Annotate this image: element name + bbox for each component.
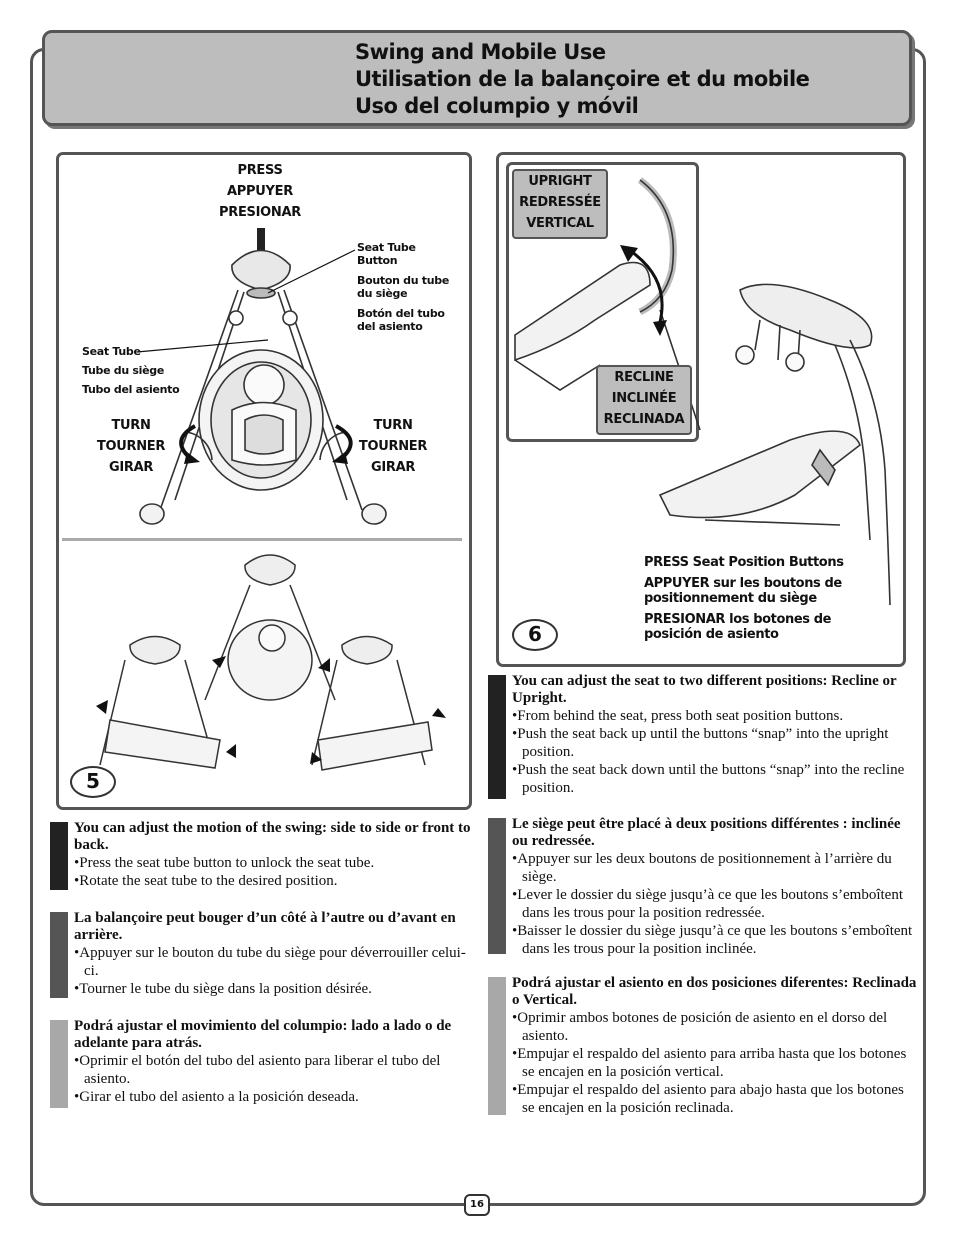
seat-tube-label-fr: Tube du siège (82, 364, 165, 377)
page-number: 16 (464, 1194, 490, 1216)
press-seat-position-es: PRESIONAR los botones de posición de asiento (644, 612, 832, 642)
turn-label-left-es: GIRAR (108, 460, 154, 475)
press-seat-position-label (644, 555, 884, 648)
instructions-title: Le siège peut être placé à deux positions différentes : inclinée ou redressée. (512, 816, 901, 849)
instructions-es-left (50, 1018, 472, 1106)
title-english: Swing and Mobile Use (355, 40, 606, 64)
recline-tag-es: RECLINADA (603, 412, 685, 427)
language-bar-fr (488, 818, 506, 954)
instruction-item: • Oprimir el botón del tubo del asiento para liberar el tubo del asiento. (74, 1052, 472, 1088)
instruction-item: • Appuyer sur le bouton du tube du siège pour déverrouiller celui-ci. (74, 944, 472, 980)
upright-tag (512, 169, 608, 239)
instruction-item: • Empujar el respaldo del asiento para abajo hasta que los botones se encajen en la posición reclinada. (512, 1081, 918, 1117)
turn-label-left-en: TURN (111, 418, 151, 433)
recline-tag (596, 365, 692, 435)
press-label-en: PRESS (237, 163, 283, 178)
turn-label-right-en: TURN (373, 418, 413, 433)
press-seat-position-fr: APPUYER sur les boutons de positionnement du siège (644, 576, 842, 606)
upright-tag-es: VERTICAL (526, 216, 594, 231)
press-label-fr: APPUYER (227, 184, 293, 199)
instructions-title: You can adjust the motion of the swing: side to side or front to back. (74, 820, 471, 853)
language-bar-es (50, 1020, 68, 1108)
instruction-item: • Rotate the seat tube to the desired position. (74, 872, 472, 890)
upright-tag-en: UPRIGHT (528, 174, 592, 189)
instruction-item: • Push the seat back up until the buttons “snap” into the upright position. (512, 725, 918, 761)
seat-tube-label-es: Tubo del asiento (82, 383, 180, 396)
instruction-item: • From behind the seat, press both seat position buttons. (512, 707, 918, 725)
seat-tube-button-label (357, 241, 457, 333)
turn-label-right (348, 415, 438, 478)
turn-label-left-fr: TOURNER (96, 439, 166, 454)
press-seat-position-en: PRESS Seat Position Buttons (644, 555, 844, 570)
title-french: Utilisation de la balançoire et du mobile (355, 67, 810, 91)
instructions-es-right (488, 975, 918, 1117)
seat-tube-label (82, 345, 182, 396)
seat-tube-button-label-es: Botón del tubo del asiento (357, 307, 445, 333)
instruction-item: • Press the seat tube button to unlock the seat tube. (74, 854, 472, 872)
seat-tube-label-en: Seat Tube (82, 345, 141, 358)
press-label (210, 160, 310, 223)
instructions-title: Podrá ajustar el asiento en dos posiciones diferentes: Reclinada o Vertical. (512, 975, 917, 1008)
instruction-item: • Push the seat back down until the buttons “snap” into the recline position. (512, 761, 918, 797)
language-bar-en (50, 822, 68, 890)
language-bar-fr (50, 912, 68, 998)
turn-label-left (86, 415, 176, 478)
turn-label-right-fr: TOURNER (358, 439, 428, 454)
seat-tube-button-label-fr: Bouton du tube du siège (357, 274, 450, 300)
instruction-item: • Girar el tubo del asiento a la posición deseada. (74, 1088, 472, 1106)
swing-motion-illustrations (100, 555, 432, 770)
upright-tag-fr: REDRESSÉE (519, 195, 601, 210)
turn-label-right-es: GIRAR (370, 460, 416, 475)
instruction-item: • Tourner le tube du siège dans la position désirée. (74, 980, 472, 998)
instructions-en-left (50, 820, 472, 890)
step-5-number: 5 (70, 766, 116, 798)
instructions-fr-right (488, 816, 918, 958)
press-label-es: PRESIONAR (219, 205, 301, 220)
instructions-fr-left (50, 910, 472, 998)
instructions-title: You can adjust the seat to two different positions: Recline or Upright. (512, 673, 897, 706)
instruction-item: • Lever le dossier du siège jusqu’à ce que les boutons s’emboîtent dans les trous pour la position redressée. (512, 886, 918, 922)
seat-tube-button-label-en: Seat Tube Button (357, 241, 416, 267)
instruction-item: • Empujar el respaldo del asiento para arriba hasta que los botones se encajen en la posición vertical. (512, 1045, 918, 1081)
instructions-title: La balançoire peut bouger d’un côté à l’autre ou d’avant en arrière. (74, 910, 456, 943)
instruction-item: • Appuyer sur les deux boutons de positionnement à l’arrière du siège. (512, 850, 918, 886)
title-spanish: Uso del columpio y móvil (355, 94, 639, 118)
language-bar-en (488, 675, 506, 799)
recline-tag-en: RECLINE (614, 370, 674, 385)
recline-tag-fr: INCLINÉE (611, 391, 677, 406)
instructions-en-right (488, 673, 918, 797)
instruction-item: • Baisser le dossier du siège jusqu’à ce que les boutons s’emboîtent dans les trous pour la position inclinée. (512, 922, 918, 958)
instructions-title: Podrá ajustar el movimiento del columpio: lado a lado o de adelante para atrás. (74, 1018, 452, 1051)
language-bar-es (488, 977, 506, 1115)
step-6-number: 6 (512, 619, 558, 651)
instruction-item: • Oprimir ambos botones de posición de asiento en el dorso del asiento. (512, 1009, 918, 1045)
